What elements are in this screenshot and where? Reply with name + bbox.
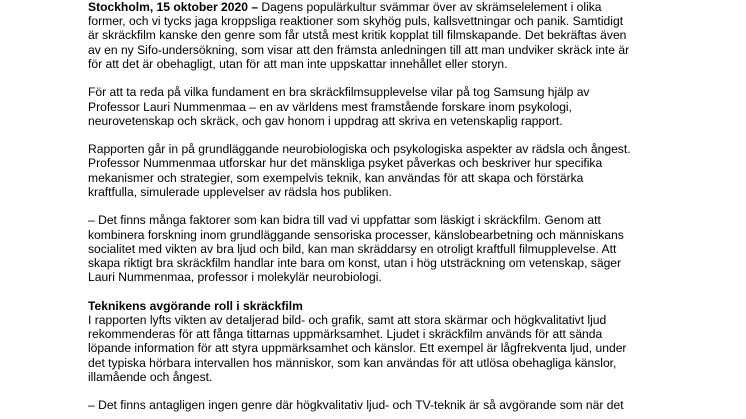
paragraph-4-quote xyxy=(88,213,688,284)
p2-line-3: neurovetenskap och skräck, och gav honom i uppdrag att skriva en vetenskaplig rapport. xyxy=(88,113,563,128)
intro-paragraph xyxy=(88,0,688,71)
p5-line-3: löpande information för att styra uppmärksamhet och känslor. Ett exempel är lågfrekventa ljud, under xyxy=(88,341,627,356)
intro-line-5: för att det är obehagligt, utan för att man inte uppskattar innehållet eller storyn. xyxy=(88,56,508,71)
document-page xyxy=(88,0,688,412)
p6-line-1: – Det finns antagligen ingen genre där högkvalitativ ljud- och TV-teknik är så avgörande som när det xyxy=(88,398,624,413)
p3-line-1: Rapporten går in på grundläggande neurobiologiska och psykologiska aspekter av rädsla och ångest. xyxy=(88,142,631,157)
dateline: Stockholm, 15 oktober 2020 – xyxy=(88,0,259,14)
paragraph-6-quote xyxy=(88,398,688,412)
section-heading: Teknikens avgörande roll i skräckfilm xyxy=(88,298,303,313)
p5-line-4: det typiska hörbara intervallen hos människor, som kan användas för att utlösa obehagliga känslor, xyxy=(88,355,617,370)
intro-line-2: former, och vi tycks jaga kroppsliga reaktioner som skyhög puls, kallsvettningar och panik. Samtidigt xyxy=(88,14,624,29)
p3-line-2: Professor Nummenmaa utforskar hur det mänskliga psyket påverkas och beskriver hur specifika xyxy=(88,156,603,171)
p4-line-4: skapa riktigt bra skräckfilm handlar inte bara om konst, utan i hög utsträckning om vetenskap, säger xyxy=(88,255,622,270)
p3-line-4: kraftfulla, simulerade upplevelser av rädsla hos publiken. xyxy=(88,184,392,199)
paragraph-2 xyxy=(88,85,688,128)
p5-line-1: I rapporten lyfts vikten av detaljerad bild- och grafik, samt att stora skärmar och högkvalitativt ljud xyxy=(88,312,607,327)
p4-line-5: Lauri Nummenmaa, professor i molekylär neurobiologi. xyxy=(88,270,382,285)
p4-line-3: socialitet med vikten av bra ljud och bild, kan man skräddarsy en otroligt kraftfull filmupplevelse. Att xyxy=(88,241,617,256)
paragraph-3 xyxy=(88,142,688,199)
p5-line-2: rekommenderas för att fånga tittarnas uppmärksamhet. Ljudet i skräckfilm används för att sända xyxy=(88,327,603,342)
p5-line-5: illamående och ångest. xyxy=(88,369,213,384)
intro-line-3: är skräckfilm kanske den genre som får utstå mest kritik kopplat till filmskapande. Det bekräftas även xyxy=(88,28,627,43)
intro-line-1 xyxy=(88,0,688,14)
intro-line-4: av en ny Sifo-undersökning, som visar att den främsta anledningen till att man undviker skräck inte är xyxy=(88,42,630,57)
paragraph-5-section xyxy=(88,299,688,384)
p3-line-3: mekanismer och strategier, som exempelvis teknik, kan användas för att skapa och förstärka xyxy=(88,170,584,185)
intro-text-1: Dagens populärkultur svämmar över av skrämselelement i olika xyxy=(258,0,602,14)
p2-line-2: Professor Lauri Nummenmaa – en av världens mest framstående forskare inom psykologi, xyxy=(88,99,572,114)
p2-line-1: För att ta reda på vilka fundament en bra skräckfilmsupplevelse vilar på tog Samsung hjälp av xyxy=(88,85,590,100)
p4-line-2: kombinera forskning inom grundläggande sensoriska processer, känslobearbetning och människans xyxy=(88,227,624,242)
p4-line-1: – Det finns många faktorer som kan bidra till vad vi uppfattar som läskigt i skräckfilm. Genom att xyxy=(88,213,601,228)
